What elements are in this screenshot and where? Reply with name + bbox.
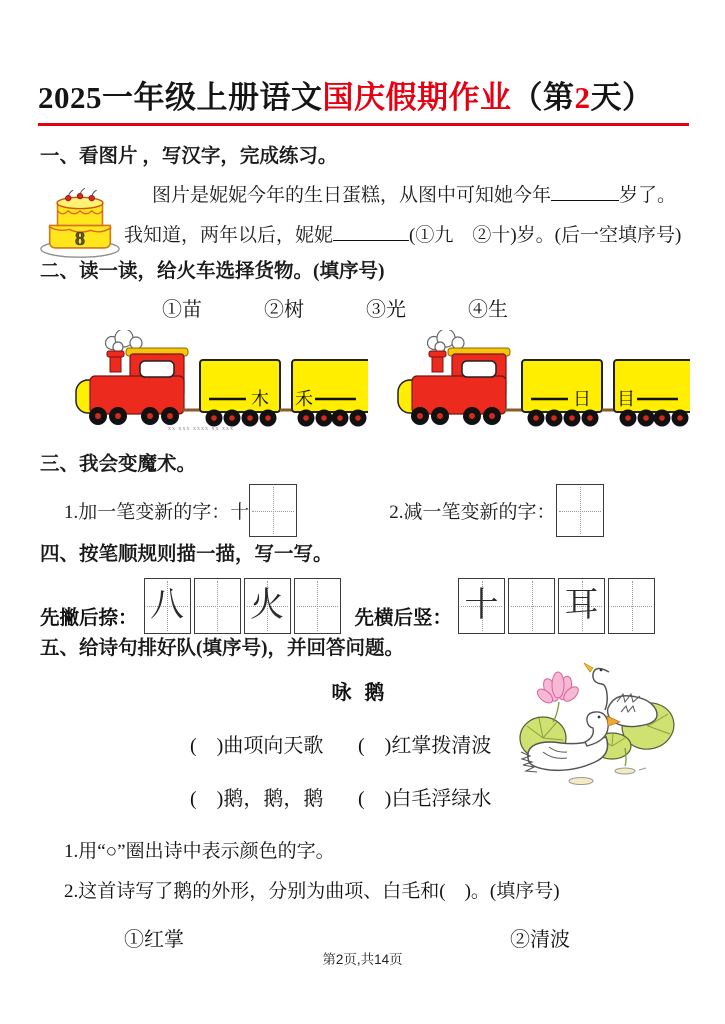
train-2-illustration	[390, 330, 690, 428]
poem-block	[190, 676, 530, 811]
option-4: ④生	[468, 299, 508, 321]
fill-in-blank	[333, 226, 409, 241]
fill-in-blank	[551, 186, 619, 201]
title-prefix: 2025一年级上册语文	[38, 80, 323, 115]
poem-line-e-e-e: ( )鹅，鹅，鹅	[190, 788, 324, 810]
section-3-heading: 三、我会变魔术。	[40, 454, 197, 475]
poem-line-row-1	[190, 729, 530, 758]
character-grid-box-empty	[249, 484, 297, 537]
poem-line-hong-zhang: ( )红掌拨清波	[358, 735, 492, 757]
question-1: 1.用“○”圈出诗中表示颜色的字。	[64, 841, 335, 862]
section-1-line-2	[124, 218, 691, 254]
train2-car1-char: 日	[573, 389, 591, 409]
poem-line-qu-xiang: ( )曲项向天歌	[190, 735, 324, 757]
option-1: ①苗	[162, 299, 202, 321]
question-2: 2.这首诗写了鹅的外形，分别为曲项、白毛和( )。(填序号)	[64, 881, 560, 902]
option-3: ③光	[366, 299, 406, 321]
character-grid-box-empty	[508, 578, 555, 634]
section-4	[40, 538, 691, 634]
section-4-heading: 四、按笔顺规则描一描，写一写。	[40, 544, 333, 565]
character-grid-box: 八	[144, 578, 191, 634]
section-5	[40, 632, 691, 952]
page-title	[38, 72, 689, 126]
title-paren-close: 天）	[590, 80, 654, 115]
poem-line-row-2	[190, 782, 530, 811]
title-paren-open: （第	[511, 80, 575, 115]
section-1	[40, 140, 691, 270]
poem-line-bai-mao: ( )白毛浮绿水	[358, 788, 492, 810]
train1-car2-char: 禾	[295, 389, 313, 409]
line2-text: 我知道，两年以后，妮妮	[124, 225, 334, 246]
cake-number: 8	[74, 228, 86, 250]
character-grid-box: 耳	[558, 578, 605, 634]
word-options-row	[162, 293, 691, 322]
section-2	[40, 255, 691, 432]
poem-title: 咏 鹅	[331, 682, 389, 704]
character-grid-box: 十	[458, 578, 505, 634]
trace-boxes-group-1	[144, 578, 341, 634]
line1-text: 图片是妮妮今年的生日蛋糕，从图中可知她今年	[152, 185, 552, 206]
section-5-heading: 五、给诗句排好队(填序号)，并回答问题。	[40, 638, 404, 659]
section-1-line-1	[152, 178, 691, 214]
character-grid-box-empty	[556, 484, 604, 537]
answer-option-1: ①红掌	[124, 929, 184, 951]
page-number: 第2页,共14页	[322, 952, 403, 967]
remove-stroke-label: 2.减一笔变新的字：	[389, 502, 556, 523]
section-3	[40, 448, 691, 537]
stroke-rule-label-1: 先撇后捺：	[40, 608, 138, 629]
add-stroke-label: 1.加一笔变新的字：十	[64, 502, 250, 523]
line2-tail: (①九 ②十)岁。(后一空填序号)	[409, 225, 682, 246]
birthday-cake-illustration	[36, 186, 124, 260]
title-day-number: 2	[574, 80, 591, 115]
character-grid-box-empty	[194, 578, 241, 634]
train-1-illustration	[68, 330, 368, 428]
section-1-heading: 一、看图片 ，写汉字，完成练习。	[40, 146, 338, 167]
illegible-pinyin-watermark: xx xxx xxxx xx xxx	[168, 426, 234, 432]
train1-car1-char: 木	[251, 389, 269, 409]
trace-boxes-group-2	[458, 578, 655, 634]
line1-tail: 岁了。	[619, 185, 677, 206]
title-highlight: 国庆假期作业	[322, 80, 512, 115]
train2-car2-char: 目	[617, 389, 635, 409]
character-grid-box-empty	[608, 578, 655, 634]
answer-option-2: ②清波	[510, 929, 570, 951]
character-grid-box: 火	[244, 578, 291, 634]
stroke-rule-label-2: 先横后竖：	[354, 608, 453, 629]
geese-illustration	[513, 658, 685, 788]
option-2: ②树	[264, 299, 304, 321]
section-2-heading: 二、读一读，给火车选择货物。(填序号)	[40, 261, 385, 282]
character-grid-box-empty	[294, 578, 341, 634]
